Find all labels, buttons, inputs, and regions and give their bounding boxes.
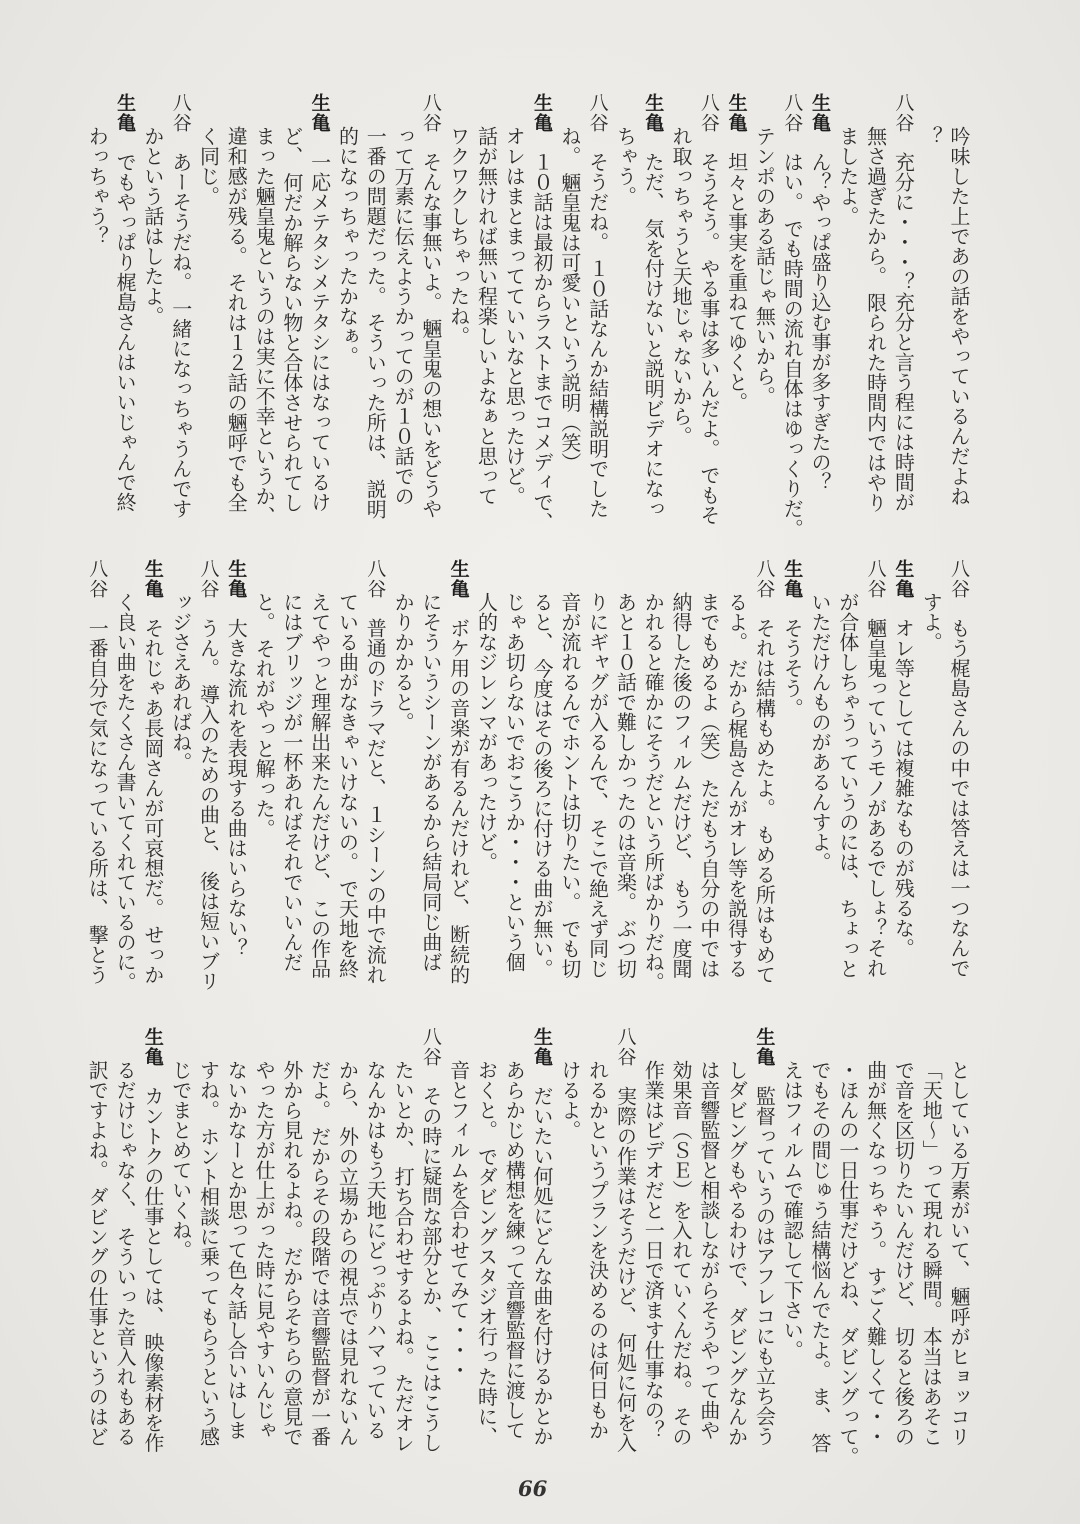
text-line: く良い曲をたくさん書いてくれているのに。 (113, 592, 138, 992)
text-line: 音とフィルムを合わせてみて・・・ (446, 1060, 471, 1380)
dialogue-turn (83, 559, 111, 985)
text-tier-top (72, 93, 972, 539)
text-line: じでまとめていくね。 (168, 1060, 193, 1260)
dialogue-turn (221, 559, 249, 984)
speaker-label: 生亀 (725, 93, 748, 133)
dialogue-turn (916, 126, 972, 518)
text-line: うん。 導入のための曲と、 後は短いブリ (196, 618, 221, 991)
dialogue-turn (805, 559, 888, 984)
text-line: だよ。 だからその段階では音響監督が一番 (307, 1060, 332, 1447)
dialogue-turn (110, 559, 166, 992)
speaker-label: 生亀 (892, 559, 915, 599)
text-line: で音を区切りたいんだけど、 切ると後ろの (891, 1060, 916, 1447)
text-line: でもその間じゅう結構悩んでたよ。 ま、 答 (808, 1060, 833, 1453)
text-line: にそういうシーンがあるから結局同じ曲ば (418, 592, 443, 972)
speaker-label: 生亀 (531, 93, 554, 133)
text-line: １０話は最初からラストまでコメディで、 (530, 152, 555, 532)
text-line: としている万素がいて、 魎呼がヒョッコリ (947, 1060, 971, 1447)
text-line: いただけんものがあるんすよ。 (808, 592, 833, 872)
dialogue-turn (805, 93, 833, 518)
dialogue-turn (889, 559, 917, 984)
text-line: までもめるよ（笑） ただもう自分の中では (696, 592, 721, 979)
text-line: れるかというプランを決めるのは何日もか (585, 1060, 610, 1440)
text-line: にはブリッジが一杯あればそれでいいんだ (279, 592, 304, 972)
text-tier-middle (72, 559, 972, 992)
text-line: は音響監督と相談しながらそうやって曲や (696, 1060, 721, 1440)
text-line: ん？やっぱ盛り込む事が多すぎたの？ (808, 152, 833, 492)
text-line: ね。 魎皇鬼は可愛いという説明（笑） (557, 126, 582, 473)
speaker-label: 八谷 (948, 559, 970, 599)
text-line: そうそう。 (780, 618, 805, 718)
dialogue-turn (249, 559, 388, 985)
text-line: おくと。 でダビングスタジオ行った時に、 (474, 1060, 499, 1447)
text-line: 実際の作業はそうだけど、 何処に何を入 (613, 1086, 638, 1453)
text-line: ボケ用の音楽が有るんだけれど、 断続的 (446, 618, 471, 985)
text-line: と。 それがやっと解った。 (252, 592, 277, 839)
text-line: なんかはもう天地にどっぷりハマっている (363, 1060, 388, 1440)
text-line: りにギャグが入るんで、 そこで絶えず同じ (585, 592, 610, 979)
speaker-label: 八谷 (197, 559, 220, 599)
dialogue-turn (611, 93, 667, 519)
dialogue-turn (777, 1060, 972, 1467)
text-line: もう梶島さんの中では答えは一つなんで (947, 618, 971, 978)
dialogue-turn (555, 1027, 638, 1453)
text-line: 普通のドラマだと、 １シーンの中で流れ (363, 618, 388, 985)
text-line: 一応メテタシメテタシにはなっているけ (307, 152, 332, 512)
text-line: く同じ。 (196, 126, 221, 206)
speaker-label: 生亀 (531, 1027, 554, 1067)
speaker-label: 生亀 (642, 93, 665, 133)
text-line: ないかなーとか思って色々話し合いはしま (224, 1060, 249, 1440)
text-line: 「天地〜」って現れる瞬間。 本当はあそこ (919, 1060, 944, 1447)
text-line: るよ。 だから梶島さんがオレ等を説得する (724, 592, 749, 979)
text-line: すよ。 (919, 592, 944, 652)
text-line: 作業はビデオだと一日で済ます仕事なの？ (641, 1060, 666, 1440)
text-line: ッジさえあればね。 (168, 592, 193, 772)
text-tier-bottom (72, 1027, 972, 1467)
dialogue-turn (166, 559, 222, 991)
speaker-label: 生亀 (809, 93, 832, 133)
text-line: テンポのある話じゃ無いから。 (752, 126, 777, 406)
text-line: そうそう。 やる事は多いんだよ。 でもそ (696, 152, 721, 525)
dialogue-turn (555, 93, 611, 519)
text-line: たいとか、 打ち合わせするよね。 ただオレ (391, 1060, 416, 1453)
dialogue-turn (388, 559, 471, 985)
speaker-label: 八谷 (614, 1027, 637, 1067)
text-line: そうだね。 １０話なんか結構説明でした (585, 152, 610, 519)
speaker-label: 八谷 (753, 559, 776, 599)
dialogue-turn (444, 93, 555, 532)
text-line: でもやっぱり梶島さんはいいじゃんで終 (113, 152, 138, 512)
text-line: 監督っていうのはアフレコにも立ち会う (752, 1086, 777, 1446)
text-line: カントクの仕事としては、 映像素材を作 (140, 1086, 165, 1453)
speaker-label: 八谷 (781, 93, 804, 133)
dialogue-turn (83, 93, 139, 518)
text-line: って万素に伝えようかってのが１０話での (391, 126, 416, 506)
dialogue-turn (444, 1027, 555, 1452)
dialogue-turn (638, 1027, 777, 1452)
speaker-label: 生亀 (225, 559, 248, 599)
text-line: 効果音（ＳＥ）を入れていくんだね。 その (669, 1060, 694, 1447)
speaker-label: 生亀 (308, 93, 331, 133)
text-line: だいたい何処にどんな曲を付けるかとか (530, 1086, 555, 1446)
text-line: 音が流れるんでホントは切りたい。 でも切 (557, 592, 582, 979)
dialogue-turn (916, 559, 972, 984)
text-line: 外から見れるよね。 だからそちらの意見で (279, 1060, 304, 1447)
speaker-label: 八谷 (419, 1027, 442, 1067)
text-line: その時に疑問な部分とか、 ここはこうし (418, 1086, 443, 1453)
text-line: れ取っちゃうと天地じゃないから。 (669, 126, 694, 446)
text-line: 大きな流れを表現する曲はいらない？ (224, 618, 249, 958)
dialogue-turn (83, 1027, 166, 1453)
text-line: 一番自分で気になっている所は、 撃とう (85, 618, 110, 985)
dialogue-turn (138, 93, 194, 519)
text-line: ている曲がなきゃいけないの。 で天地を終 (335, 592, 360, 979)
speaker-label: 八谷 (419, 93, 442, 133)
speaker-label: 八谷 (697, 93, 720, 133)
text-line: やった方が仕上がった時に見やすいんじゃ (252, 1060, 277, 1440)
speaker-label: 生亀 (114, 93, 137, 133)
speaker-label: 生亀 (447, 559, 470, 599)
text-line: 吟味した上であの話をやっているんだよね (947, 126, 971, 506)
text-line: オレはまとまってていいなと思ったけど。 (502, 126, 527, 506)
text-line: ど、 何だか解らない物と合体させられてし (279, 126, 304, 513)
text-line: ・ほんの一日仕事だけどね、 ダビングって。 (835, 1060, 860, 1467)
dialogue-turn (333, 93, 444, 519)
text-line: はい。 でも時間の流れ自体はゆっくりだ。 (780, 152, 805, 539)
speaker-label: 生亀 (141, 559, 164, 599)
speaker-label: 八谷 (364, 559, 387, 599)
text-line: かれると確かにそうだという所ばかりだね。 (641, 592, 666, 992)
dialogue-turn (472, 559, 778, 992)
dialogue-turn (833, 93, 916, 518)
speaker-label: 生亀 (141, 1027, 164, 1067)
text-line: それじゃあ長岡さんが可哀想だ。 せっか (140, 618, 165, 985)
text-line: わっちゃう？ (85, 126, 110, 246)
dialogue-turn (750, 93, 806, 539)
text-line: から、 外の立場からの視点では見れないん (335, 1060, 360, 1447)
text-line: ただ、 気を付けないと説明ビデオになっ (641, 152, 666, 519)
text-line: じゃあ切らないでおこうか・・・という個 (502, 592, 527, 972)
text-line: が合体しちゃうっていうのには、 ちょっと (835, 592, 860, 979)
page-number: 66 (518, 1476, 548, 1501)
text-line: 的になっちゃったかなぁ。 (335, 126, 360, 366)
text-line: ると、 今度はその後ろに付ける曲が無い。 (530, 592, 555, 979)
text-line: 違和感が残る。 それは１２話の魎呼でも全 (224, 126, 249, 513)
dialogue-turn (166, 1027, 444, 1453)
text-line: あーそうだね。 一緒になっちゃうんです (168, 152, 193, 519)
dialogue-turn (194, 93, 333, 526)
text-line: あらかじめ構想を練って音響監督に渡して (502, 1060, 527, 1440)
text-line: あと１０話で難しかったのは音楽。 ぶつ切 (613, 592, 638, 979)
text-line: ましたよ。 (835, 126, 860, 226)
text-line: オレ等としては複雑なものが残るな。 (891, 618, 916, 958)
speaker-label: 八谷 (864, 559, 887, 599)
speaker-label: 八谷 (892, 93, 915, 133)
speaker-label: 生亀 (753, 1027, 776, 1067)
text-line: 納得した後のフィルムだけど、 もう一度聞 (669, 592, 694, 979)
text-line: すね。 ホント相談に乗ってもらうという感 (196, 1060, 221, 1447)
text-line: 曲が無くなっちゃう。 すごく難しくて・・ (863, 1060, 888, 1447)
text-line: 話が無ければ無い程楽しいよなぁと思って (474, 126, 499, 506)
text-line: 訳ですよね。 ダビングの仕事というのはど (85, 1060, 110, 1447)
text-line: 無さ過ぎたから。 限られた時間内ではやり (863, 126, 888, 513)
text-line: そんな事無いよ。 魎皇鬼の想いをどうや (418, 152, 443, 519)
text-line: 人的なジレンマがあったけど。 (474, 592, 499, 872)
text-line: えてやっと理解出来たんだけど、 この作品 (307, 592, 332, 979)
text-line: 坦々と事実を重ねてゆくと。 (724, 152, 749, 412)
text-line: えはフィルムで確認して下さい。 (780, 1060, 805, 1360)
text-line: るだけじゃなく、 そういった音入れもある (113, 1060, 138, 1447)
text-line: 一番の問題だった。 そういった所は、 説明 (363, 126, 388, 519)
speaker-label: 八谷 (169, 93, 192, 133)
dialogue-turn (722, 93, 750, 518)
text-line: まった魎皇鬼というのは実に不幸というか、 (252, 126, 277, 526)
text-line: ワクワクしちゃったね。 (446, 126, 471, 346)
speaker-label: 八谷 (86, 559, 109, 599)
dialogue-turn (777, 559, 805, 984)
text-line: しダビングもやるわけで、 ダビングなんか (724, 1060, 749, 1447)
speaker-label: 生亀 (781, 559, 804, 599)
text-line: 充分に・・・？充分と言う程には時間が (891, 152, 916, 512)
text-line: ？ (919, 126, 944, 146)
text-line: ちゃう。 (613, 126, 638, 206)
text-line: それは結構もめたよ。 もめる所はもめて (752, 618, 777, 985)
text-line: 魎皇鬼っていうモノがあるでしょ？それ (863, 618, 888, 978)
text-line: かという話はしたよ。 (140, 126, 165, 326)
speaker-label: 八谷 (586, 93, 609, 133)
text-line: けるよ。 (557, 1060, 582, 1140)
dialogue-turn (666, 93, 722, 525)
text-line: かりかかると。 (391, 592, 416, 732)
